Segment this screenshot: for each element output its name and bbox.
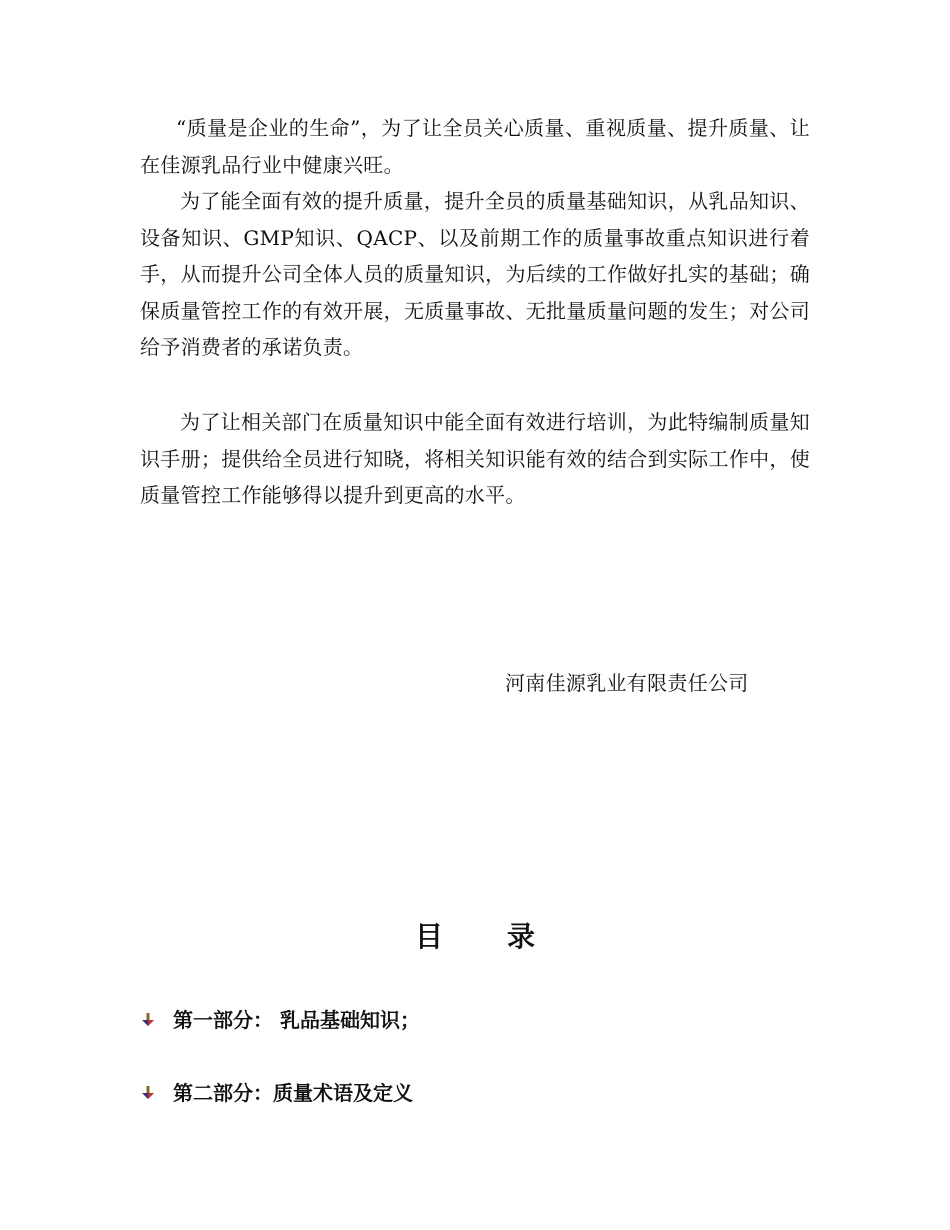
arrow-down-bullet-icon [140,1085,156,1101]
arrow-down-bullet-icon [140,1012,156,1028]
toc-item-label: 第一部分： 乳品基础知识； [173,1008,420,1032]
toc-title: 目录 [414,920,599,953]
company-signature: 河南佳源乳业有限责任公司 [505,671,749,695]
preface-paragraph-2: 为了能全面有效的提升质量，提升全员的质量基础知识，从乳品知识、设备知识、GMP知识、QACP、以及前期工作的质量事故重点知识进行着手，从而提升公司全体人员的质量知识，为后续的工作做好扎实的基础；确保质量管控工作的有效开展，无质量事故、无批量质量问题的发生；对公司给予消费者的承诺负责。 [140,189,810,359]
preface-paragraph-1: “质量是企业的生命”，为了让全员关心质量、重视质量、提升质量、让在佳源乳品行业中健康兴旺。 [140,116,810,177]
toc-item [140,1078,413,1108]
preface-paragraph-3: 为了让相关部门在质量知识中能全面有效进行培训，为此特编制质量知识手册；提供给全员进行知晓，将相关知识能有效的结合到实际工作中，使质量管控工作能够得以提升到更高的水平。 [140,410,810,507]
toc-item [140,1005,420,1035]
toc-item-label: 第二部分：质量术语及定义 [173,1081,413,1105]
